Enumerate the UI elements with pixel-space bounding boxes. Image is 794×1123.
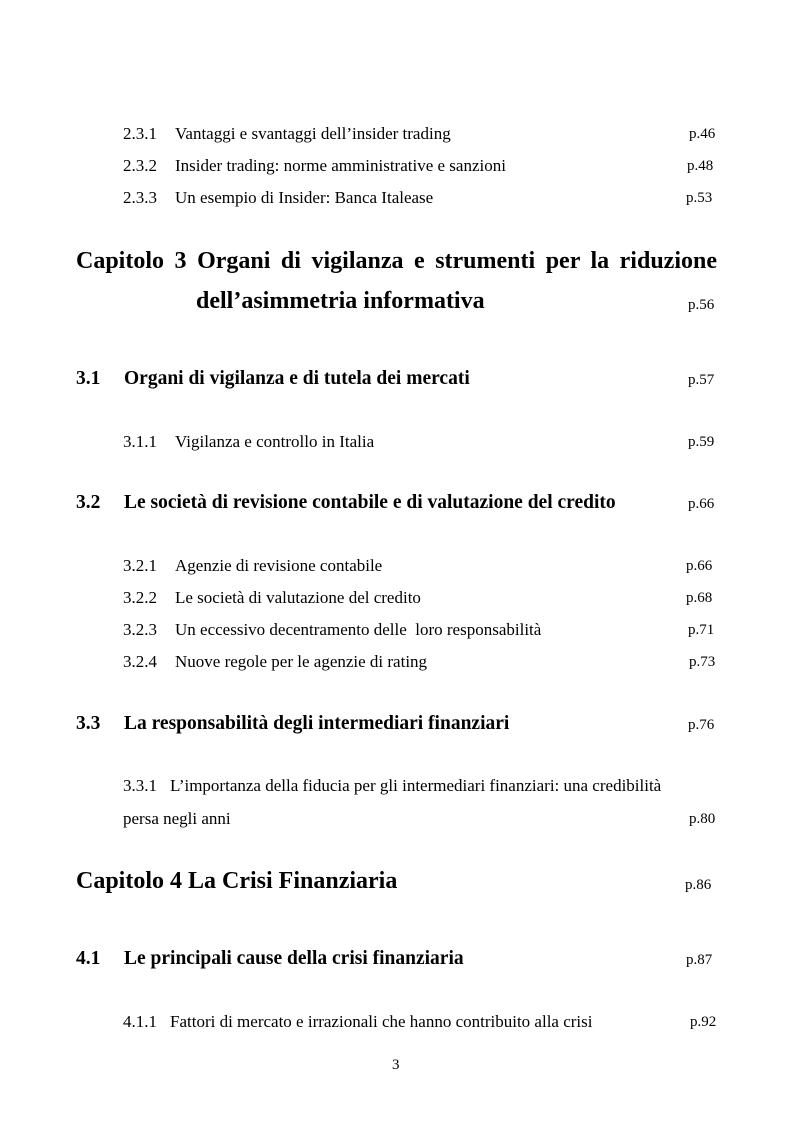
- toc-entry-page: p.59: [688, 434, 715, 450]
- toc-entry-page: p.92: [690, 1014, 717, 1030]
- section-number: 3.2: [76, 492, 101, 513]
- toc-entry-page: p.86: [685, 877, 712, 893]
- section-title[interactable]: Le società di revisione contabile e di valutazione del credito: [124, 492, 616, 513]
- toc-entry-page: p.66: [686, 558, 713, 574]
- toc-entry-page: p.53: [686, 190, 713, 206]
- toc-entry-number: 2.3.1: [123, 124, 157, 143]
- toc-entry-page: p.80: [689, 811, 716, 827]
- section-title[interactable]: La responsabilità degli intermediari finanziari: [124, 713, 510, 734]
- section-title[interactable]: Le principali cause della crisi finanziaria: [124, 948, 464, 969]
- toc-entry-title[interactable]: Le società di valutazione del credito: [175, 588, 421, 607]
- toc-entry-title-line1[interactable]: L’importanza della fiducia per gli intermediari finanziari: una credibilità: [170, 776, 662, 795]
- toc-entry-page: p.76: [688, 717, 715, 733]
- section-number: 4.1: [76, 948, 101, 969]
- chapter-3-title-line2[interactable]: dell’asimmetria informativa: [196, 288, 485, 314]
- chapter-3-title-line1[interactable]: Capitolo 3 Organi di vigilanza e strumenti per la riduzione: [76, 248, 717, 274]
- toc-entry-page: p.56: [688, 297, 715, 313]
- toc-entry-title[interactable]: Agenzie di revisione contabile: [175, 556, 383, 575]
- toc-entry-title[interactable]: Un esempio di Insider: Banca Italease: [175, 188, 434, 207]
- toc-entry-number: 3.1.1: [123, 432, 157, 451]
- toc-entry-page: p.73: [689, 654, 716, 670]
- section-number: 3.1: [76, 368, 101, 389]
- toc-entry-title[interactable]: Un eccessivo decentramento delle loro responsabilità: [175, 620, 542, 639]
- toc-entry-page: p.87: [686, 952, 713, 968]
- toc-entry-title[interactable]: Nuove regole per le agenzie di rating: [175, 652, 428, 671]
- toc-entry-title-line2[interactable]: persa negli anni: [123, 809, 231, 828]
- toc-entry-number: 2.3.2: [123, 156, 157, 175]
- page-number: 3: [392, 1057, 400, 1073]
- toc-entry-page: p.66: [688, 496, 715, 512]
- toc-entry-title[interactable]: Fattori di mercato e irrazionali che hanno contribuito alla crisi: [170, 1012, 593, 1031]
- toc-entry-number: 3.3.1: [123, 776, 157, 795]
- toc-entry-page: p.71: [688, 622, 715, 638]
- section-number: 3.3: [76, 713, 101, 734]
- toc-entry-number: 3.2.4: [123, 652, 157, 671]
- toc-entry-number: 3.2.3: [123, 620, 157, 639]
- toc-entry-title[interactable]: Vigilanza e controllo in Italia: [175, 432, 375, 451]
- toc-entry-page: p.48: [687, 158, 714, 174]
- toc-entry-number: 2.3.3: [123, 188, 157, 207]
- toc-entry-title[interactable]: Vantaggi e svantaggi dell’insider trading: [175, 124, 451, 143]
- toc-entry-title[interactable]: Insider trading: norme amministrative e sanzioni: [175, 156, 506, 175]
- section-title[interactable]: Organi di vigilanza e di tutela dei mercati: [124, 368, 470, 389]
- chapter-4-title[interactable]: Capitolo 4 La Crisi Finanziaria: [76, 868, 398, 894]
- toc-entry-page: p.68: [686, 590, 713, 606]
- toc-entry-page: p.46: [689, 126, 716, 142]
- toc-entry-number: 3.2.2: [123, 588, 157, 607]
- toc-entry-number: 3.2.1: [123, 556, 157, 575]
- toc-entry-number: 4.1.1: [123, 1012, 157, 1031]
- toc-entry-page: p.57: [688, 372, 715, 388]
